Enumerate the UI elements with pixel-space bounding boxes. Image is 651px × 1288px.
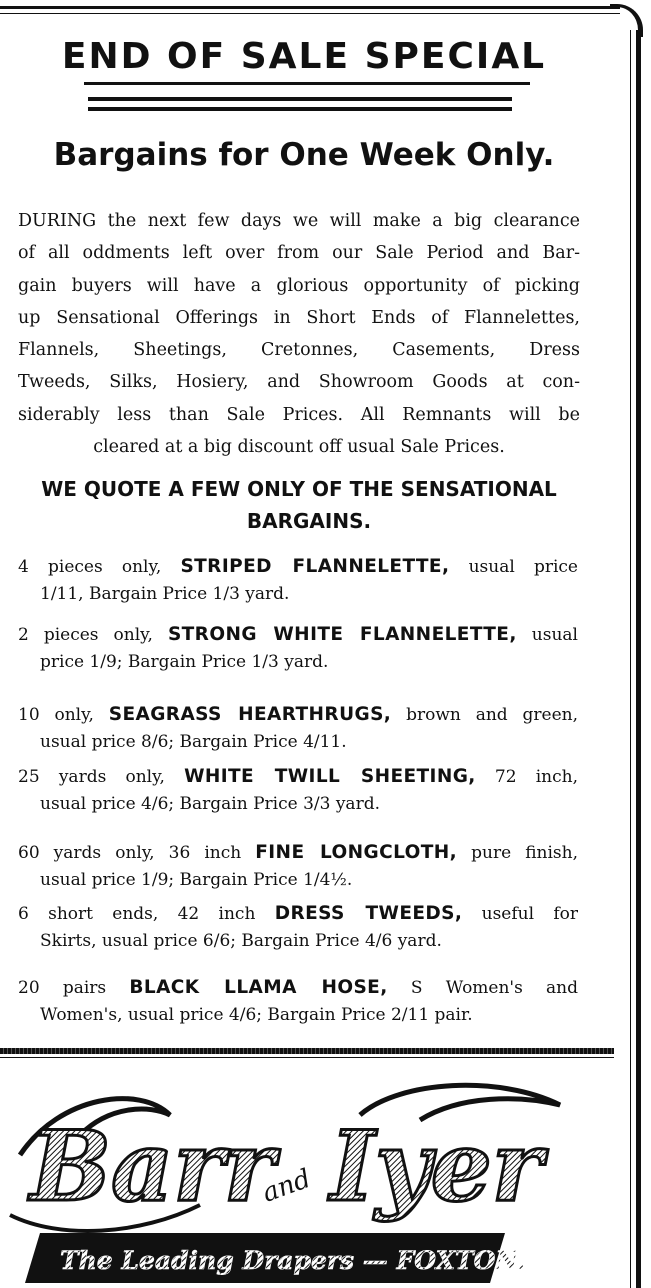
item-name: STRIPED FLANNELETTE, bbox=[180, 556, 450, 577]
subheadline: Bargains for One Week Only. bbox=[53, 137, 555, 173]
quote-heading bbox=[0, 473, 598, 537]
item-qty: 60 yards only, 36 inch bbox=[18, 843, 256, 863]
item-price: usual price 8/6; Bargain Price 4/11. bbox=[40, 732, 347, 752]
item-name: DRESS TWEEDS, bbox=[274, 903, 463, 924]
bargain-item bbox=[18, 763, 578, 818]
item-price: 1/11, Bargain Price 1/3 yard. bbox=[40, 584, 290, 604]
item-price: usual price 1/9; Bargain Price 1/4½. bbox=[40, 870, 353, 890]
item-detail: pure finish, bbox=[457, 843, 578, 863]
intro-line: siderably less than Sale Prices. All Remnants will be bbox=[18, 404, 580, 425]
item-price: price 1/9; Bargain Price 1/3 yard. bbox=[40, 652, 329, 672]
item-price: Women's, usual price 4/6; Bargain Price 2/11 pair. bbox=[40, 1005, 473, 1025]
bargain-item bbox=[18, 839, 578, 894]
bargain-item bbox=[18, 621, 578, 676]
item-name: FINE LONGCLOTH, bbox=[255, 842, 458, 863]
item-name: BLACK LLAMA HOSE, bbox=[129, 977, 388, 998]
top-rule-thin bbox=[0, 13, 620, 14]
logo-word-and: and bbox=[258, 1163, 315, 1209]
item-detail: usual bbox=[516, 625, 578, 645]
bottom-rule bbox=[0, 1048, 614, 1054]
item-qty: 6 short ends, 42 inch bbox=[18, 904, 275, 924]
logo-word-iyer: Iyer bbox=[330, 1110, 543, 1223]
item-qty: 25 yards only, bbox=[18, 767, 185, 787]
logo-tagline: The Leading Drapers — FOXTON. bbox=[60, 1246, 526, 1275]
item-detail: usual price bbox=[449, 557, 578, 577]
bargain-item bbox=[18, 974, 578, 1029]
bottom-rule-thin bbox=[0, 1057, 614, 1058]
item-price: usual price 4/6; Bargain Price 3/3 yard. bbox=[40, 794, 380, 814]
quote-line: WE QUOTE A FEW ONLY OF THE SENSATIONAL bbox=[41, 477, 557, 501]
intro-line: gain buyers will have a glorious opportunity of picking bbox=[18, 275, 580, 296]
item-detail: S Women's and bbox=[387, 978, 579, 998]
headline-underline bbox=[84, 82, 530, 85]
item-name: STRONG WHITE FLANNELETTE, bbox=[167, 624, 517, 645]
logo-word-barr: Barr bbox=[30, 1110, 275, 1223]
item-name: WHITE TWILL SHEETING, bbox=[184, 766, 476, 787]
item-detail: 72 inch, bbox=[475, 767, 578, 787]
right-border bbox=[636, 30, 641, 1288]
bargain-item bbox=[18, 553, 578, 608]
item-detail: brown and green, bbox=[391, 705, 579, 725]
barr-and-iyer-logo bbox=[0, 1075, 620, 1288]
item-qty: 4 pieces only, bbox=[18, 557, 181, 577]
headline: END OF SALE SPECIAL bbox=[61, 36, 547, 77]
double-rule-top bbox=[88, 97, 512, 101]
intro-line: cleared at a big discount off usual Sale Prices. bbox=[93, 437, 505, 458]
intro-line: DURING the next few days we will make a big clearance bbox=[18, 211, 580, 231]
item-qty: 2 pieces only, bbox=[18, 625, 168, 645]
bargain-item bbox=[18, 701, 578, 756]
intro-line: of all oddments left over from our Sale Period and Bar- bbox=[18, 243, 580, 264]
item-qty: 20 pairs bbox=[18, 978, 130, 998]
double-rule-bottom bbox=[88, 107, 512, 111]
bargain-item bbox=[18, 900, 578, 955]
right-border-thin bbox=[630, 30, 631, 1288]
item-price: Skirts, usual price 6/6; Bargain Price 4/6 yard. bbox=[40, 931, 442, 951]
intro-line: Tweeds, Silks, Hosiery, and Showroom Goods at con- bbox=[18, 372, 580, 393]
intro-line: up Sensational Offerings in Short Ends of Flannelettes, bbox=[18, 307, 580, 328]
item-name: SEAGRASS HEARTHRUGS, bbox=[108, 704, 392, 725]
item-detail: useful for bbox=[462, 904, 578, 924]
intro-line: Flannels, Sheetings, Cretonnes, Casements, Dress bbox=[18, 340, 580, 361]
item-qty: 10 only, bbox=[18, 705, 109, 725]
quote-line: BARGAINS. bbox=[246, 509, 372, 533]
intro-paragraph bbox=[18, 205, 580, 463]
top-rule bbox=[0, 6, 620, 9]
